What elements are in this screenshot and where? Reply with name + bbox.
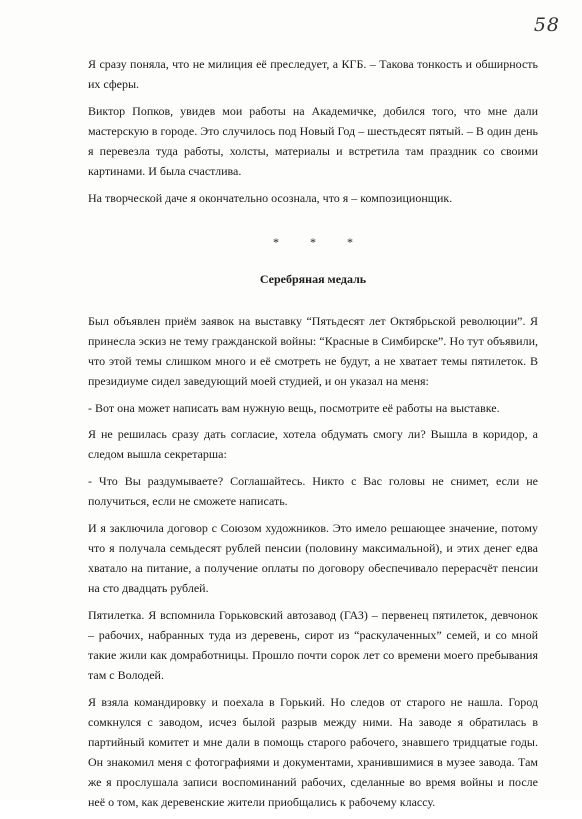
paragraph: Я не решилась сразу дать согласие, хотела обдумать смогу ли? Вышла в коридор, а следом вышла секретарша: — [88, 427, 538, 461]
section-title: Серебряная медаль — [259, 272, 367, 286]
paragraph: Был объявлен приём заявок на выставку “Пятьдесят лет Октябрьской революции”. Я принесла эскиз не тему гражданской войны: “Красные в Симбирске”. Но тут объявили, что этой темы слишком много и её смотреть не будут, а не хватает темы пятилеток. В президиуме сидел заведующий моей студией, и он указал на меня: — [88, 314, 538, 388]
paragraph: - Вот она может написать вам нужную вещь, посмотрите её работы на выставке. — [88, 401, 500, 415]
section-separator: * * * — [273, 235, 367, 249]
page-number: 58 — [533, 14, 560, 36]
paragraph: На творческой даче я окончательно осознала, что я – композиционщик. — [88, 191, 453, 205]
document-body — [88, 54, 538, 819]
paragraph: И я заключила договор с Союзом художников. Это имело решающее значение, потому что я получала семьдесят рублей пенсии (половину максимальной), и этих денег едва хватало на питание, а получение оплаты по договору обеспечивало перерасчёт пенсии на сто двадцать рублей. — [88, 521, 538, 595]
paragraph: Пятилетка. Я вспомнила Горьковский автозавод (ГАЗ) – первенец пятилеток, девчонок – рабочих, набранных туда из деревень, сирот из “раскулаченных” семей, и со мной такие жили как домработницы. Прошло почти сорок лет со времени моего пребывания там с Володей. — [88, 608, 538, 682]
paragraph: Я сразу поняла, что не милиция её преследует, а КГБ. – Такова тонкость и обширность их сферы. — [88, 57, 538, 91]
paragraph: - Что Вы раздумываете? Соглашайтесь. Никто с Вас головы не снимет, если не получиться, если не сможете написать. — [88, 474, 538, 508]
paragraph: Я взяла командировку и поехала в Горький. Но следов от старого не нашла. Город сомкнулся с заводом, исчез былой разрыв между ними. На заводе я обратилась в партийный комитет и мне дали в помощь старого рабочего, знавшего тридцатые годы. Он знакомил меня с фотографиями и документами, хранившимися в музее завода. Там же я прослушала записи воспоминаний рабочих, сделанные во время войны и после неё о том, как деревенские жители приобщались к рабочему классу. — [88, 695, 538, 809]
paragraph: Виктор Попков, увидев мои работы на Академичке, добился того, что мне дали мастерскую в городе. Это случилось под Новый Год – шестьдесят пятый. – В один день я перевезла туда работы, холсты, материалы и встретила там праздник со своими картинами. И была счастлива. — [88, 104, 538, 178]
